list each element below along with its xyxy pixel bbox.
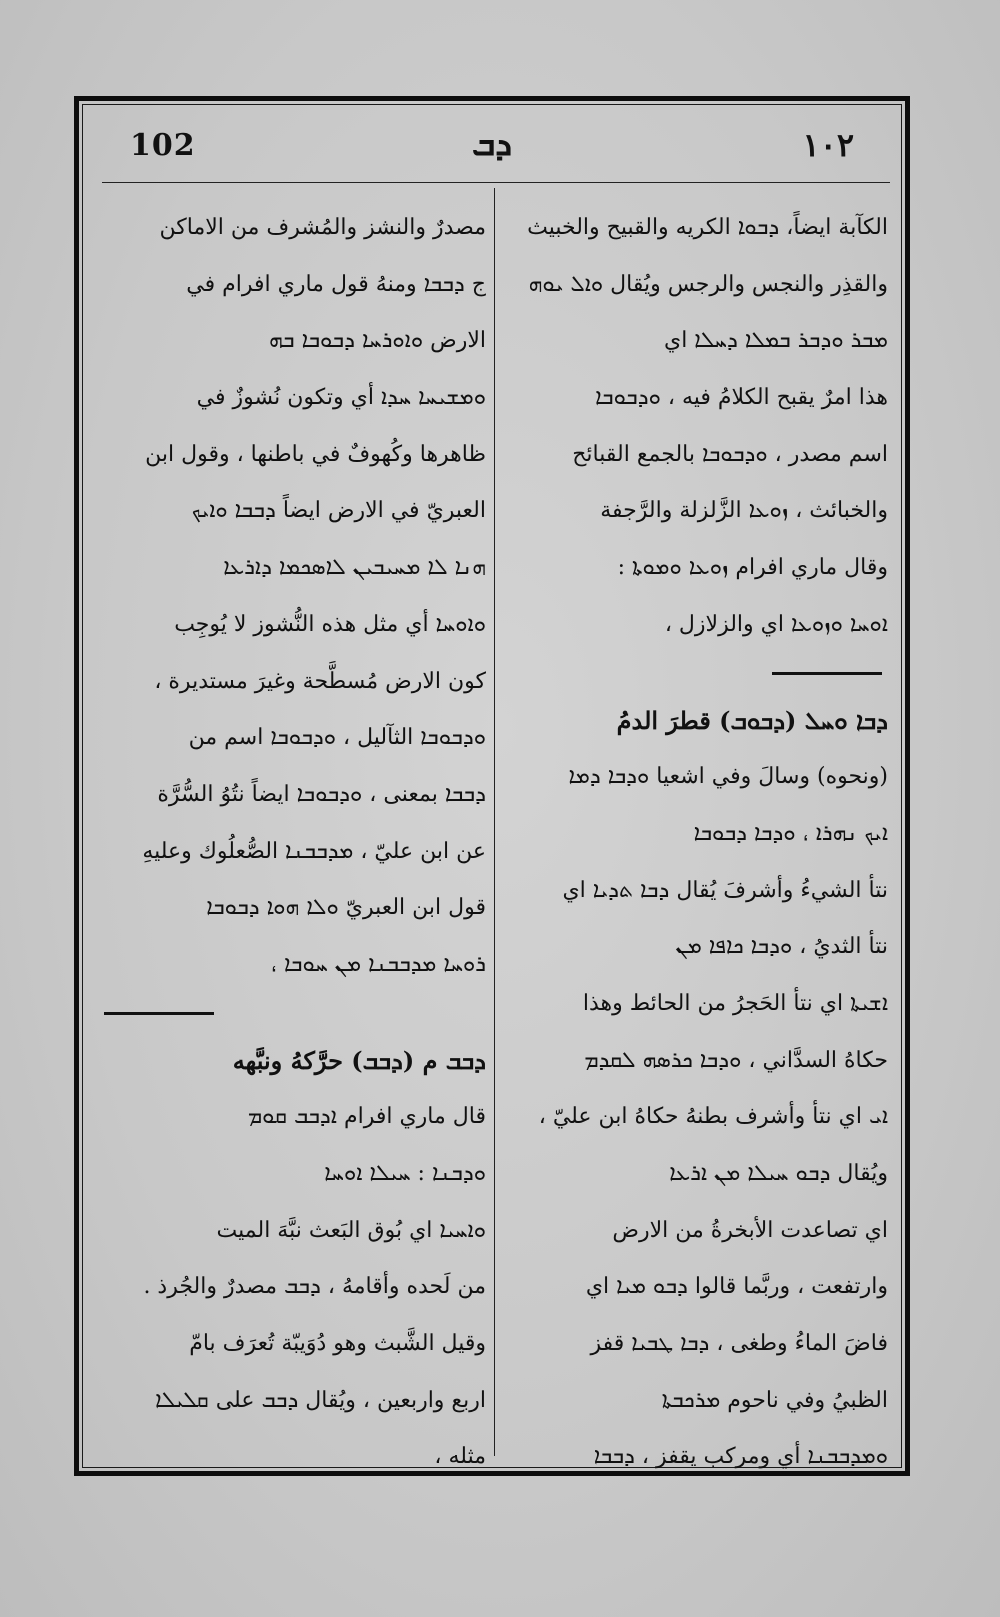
running-head: ܕܒ (472, 124, 512, 164)
page-number-latin: 102 (130, 128, 196, 163)
text-line: اسم مصدر ، ܘܕܒܘܒܐ بالجمع القبائح (572, 441, 888, 467)
text-line: الظبيُ وفي ناحوم ܡܪܟܒܬܐ (661, 1387, 888, 1413)
text-line: ܐܝܟ ܢܗܪܐ ، ܘܕܒܐ ܕܒܘܒܐ (693, 820, 888, 846)
entry-separator (104, 1012, 214, 1015)
text-line: ܘܕܒܢܐ : ܚܝܠܐ ܐܘܚܐ (324, 1161, 486, 1186)
right-column (500, 200, 888, 1486)
column-divider (494, 188, 495, 1456)
text-line: اي تصاعدت الأبخرةُ من الارض (612, 1217, 888, 1243)
entry-headword-line: ܕܒܒ م (ܕܒܒ) حرَّكهُ ونبَّهه (232, 1045, 486, 1075)
text-line: ܐܝ اي نتأ وأشرف بطنهُ حكاهُ ابن عليّ ، (538, 1104, 888, 1130)
text-line: ويُقال ܕܒܘ ܚܝܠܐ ܡܢ ܐܪܥܐ (669, 1161, 888, 1186)
text-line: نتأ الشيءُ وأشرفَ يُقال ܕܒܐ ܬܕܝܐ اي (562, 877, 888, 903)
text-line: الارض ܘܐܘܪܚܐ ܕܒܘܒܐ ܒܗ (268, 328, 486, 354)
text-line: ܘܐܘܚܐ أي مثل هذه النُّشوز لا يُوجِب (174, 611, 486, 637)
text-line: ج ܕܒܒܐ ومنهُ قول ماري افرام في (186, 271, 486, 297)
text-line: مصدرٌ والنشز والمُشرف من الاماكن (159, 215, 486, 240)
text-line: ܘܡܫܝܚܐ ܚܕܐ أي وتكون نُشوزٌ في (196, 385, 486, 411)
text-line: مثله ، (434, 1444, 486, 1470)
text-line: وقال ماري افرام ܙܘܥܐ ܘܡܘܬܐ : (617, 555, 888, 581)
text-line: والقذِر والنجس والرجس ويُقال ܘܐܠ ܝܘܗ (528, 271, 888, 297)
page-header (90, 122, 894, 178)
text-line: ܪܘܚܐ ܡܕܒܒܢܐ ܡܢ ܚܘܒܐ ، (270, 951, 486, 977)
text-line: قال ماري افرام ܐܕܒܒ ܩܘܡ (247, 1104, 486, 1130)
entry-headword-line: ܕܒܐ ܘܚܠ (ܕܒܘܒ) قطرَ الدمُ (616, 705, 888, 735)
text-line: الكآبة ايضاً، ܕܒܘܐ الكريه والقبيح والخبيث (527, 215, 888, 240)
text-line: وارتفعت ، وربَّما قالوا ܕܒܘ ܡܝܐ اي (585, 1274, 888, 1300)
text-line: نتأ الثديُ ، ܘܕܒܐ ܟܐܦܐ ܡܢ (675, 934, 888, 960)
text-line: وقيل الشَّبث وهو دُوَيبّة تُعرَف بامّ (189, 1331, 486, 1357)
text-line: والخبائث ، ܙܘܥܐ الزَّلزلة والرَّجفة (600, 498, 888, 524)
text-line: ܐܘܚܐ ܘܙܘܥܐ اي والزلازل ، (664, 611, 888, 637)
text-line: ܘܐܚܝܐ اي بُوق البَعث نبَّهَ الميت (216, 1217, 486, 1243)
text-line: كون الارض مُسطَّحة وغيرَ مستديرة ، (154, 668, 486, 694)
text-line: العبريّ في الارض ايضاً ܕܒܒܐ ܘܐܝܟ (191, 498, 486, 524)
text-line: ܐܫܝܬܐ اي نتأ الحَجرُ من الحائط وهذا (582, 990, 888, 1016)
text-line: قول ابن العبريّ ܘܠܐ ܗܘܐ ܕܒܘܒܐ (206, 895, 486, 921)
header-rule (102, 182, 890, 183)
text-line: عن ابن عليّ ، ܡܕܒܒܢܐ الصُّعلُوك وعليهِ (142, 838, 486, 864)
page-number-arabic: ١٠٢ (802, 126, 854, 164)
text-line: ܡܒܪ ܘܕܒܪ ܒܡܠܐ ܕܚܠܐ اي (663, 328, 888, 354)
text-line: ܘܡܕܒܒܢܐ أي ومركب يقفز ، ܕܒܒܐ (593, 1444, 888, 1470)
text-line: حكاهُ السدَّاني ، ܘܕܒܐ ܟܪܣܗ ܠܩܕܡ (584, 1047, 888, 1073)
text-line: من لَحده وأقامهُ ، ܕܒܒ مصدرٌ والجُرذ . (143, 1274, 486, 1300)
text-line: فاضَ الماءُ وطغى ، ܕܒܐ ܛܒܝܐ قفز (590, 1331, 888, 1357)
text-line: (ونحوه) وسالَ وفي اشعيا ܘܕܒܐ ܕܡܐ (568, 764, 888, 790)
text-line: ظاهرها وكُهوفٌ في باطنها ، وقول ابن (145, 441, 486, 467)
text-line: ܗܢܐ ܠܐ ܡܚܝܒܝܢ ܠܐܣܟܡܐ ܕܐܪܥܐ (223, 555, 486, 581)
text-line: هذا امرٌ يقبح الكلامُ فيه ، ܘܕܒܘܒܐ (595, 385, 888, 411)
left-column (98, 200, 486, 1486)
entry-separator (772, 672, 882, 675)
text-line: اربع واربعين ، ويُقال ܕܒܒ على ܩܠܝܠܐ (155, 1387, 486, 1413)
text-line: ܕܒܒܐ بمعنى ، ܘܕܒܘܒܐ ايضاً نتُوُ السُّرَّة (157, 781, 486, 807)
text-line: ܘܕܒܘܒܐ الثآليل ، ܘܕܒܘܒܐ اسم من (188, 725, 486, 751)
